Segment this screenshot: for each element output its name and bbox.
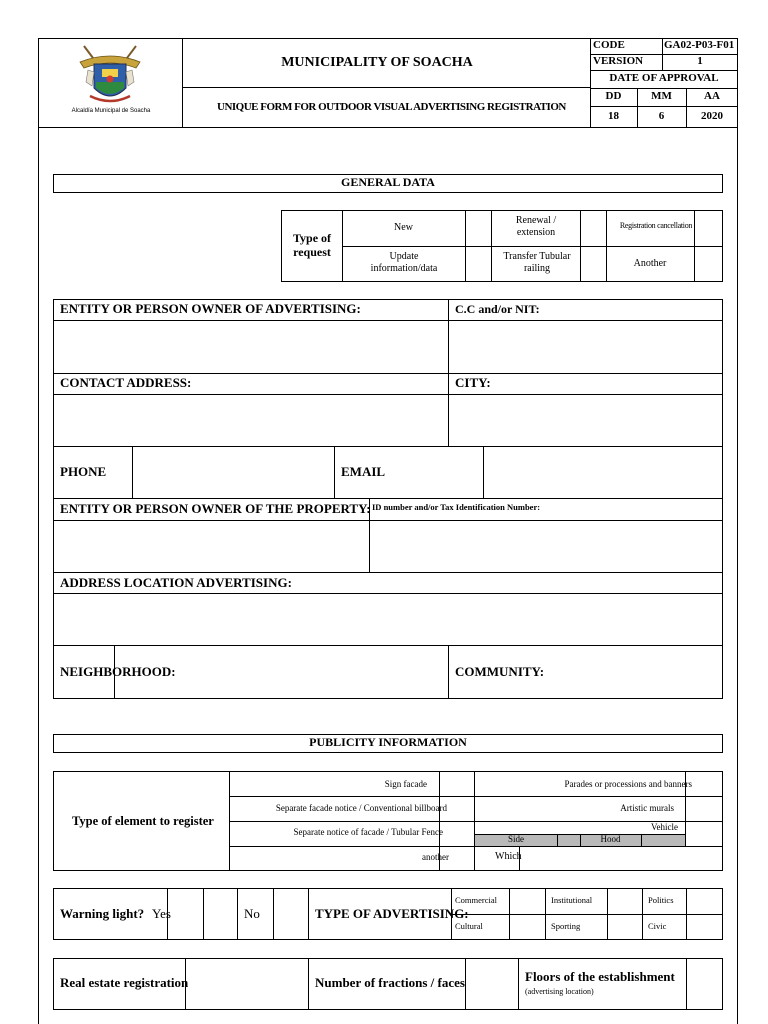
option-sporting: Sporting bbox=[551, 921, 581, 931]
owner-property-label: ENTITY OR PERSON OWNER OF THE PROPERTY: bbox=[60, 501, 371, 516]
checkbox-murals[interactable] bbox=[686, 797, 722, 821]
dd-value: 18 bbox=[608, 110, 619, 122]
mm-value: 6 bbox=[658, 110, 665, 122]
checkbox-another[interactable] bbox=[695, 247, 722, 281]
grid-line bbox=[451, 914, 723, 915]
approval-label: DATE OF APPROVAL bbox=[609, 72, 719, 84]
form-subtitle: UNIQUE FORM FOR OUTDOOR VISUAL ADVERTISING REGISTRATION bbox=[217, 101, 566, 113]
option-politics: Politics bbox=[648, 895, 674, 905]
option-institutional: Institutional bbox=[551, 895, 593, 905]
option-separate-billboard: Separate facade notice / Conventional billboard bbox=[275, 803, 447, 813]
checkbox-update[interactable] bbox=[466, 247, 491, 281]
header-divider bbox=[182, 87, 590, 88]
floors-field[interactable] bbox=[687, 959, 722, 1009]
option-another: Another bbox=[633, 258, 667, 269]
checkbox-separate-fence[interactable] bbox=[440, 822, 474, 846]
checkbox-politics[interactable] bbox=[687, 889, 722, 914]
header-divider bbox=[182, 38, 183, 128]
yes-label: Yes bbox=[152, 906, 171, 921]
grid-line bbox=[229, 796, 723, 797]
checkbox-transfer[interactable] bbox=[581, 247, 606, 281]
grid-line bbox=[237, 888, 238, 940]
checkbox-institutional[interactable] bbox=[608, 889, 642, 914]
option-sign-facade: Sign facade bbox=[384, 779, 427, 789]
checkbox-sporting[interactable] bbox=[608, 915, 642, 939]
grid-line bbox=[491, 210, 492, 282]
city-field[interactable] bbox=[449, 395, 722, 446]
checkbox-new[interactable] bbox=[466, 211, 491, 246]
page-border-left bbox=[38, 38, 39, 1024]
option-parades: Parades or processions and banners bbox=[564, 779, 692, 789]
email-label: EMAIL bbox=[341, 464, 386, 479]
option-side: Side bbox=[507, 834, 524, 844]
checkbox-sign-facade[interactable] bbox=[440, 772, 474, 796]
community-field[interactable] bbox=[552, 646, 722, 698]
grid-line bbox=[342, 210, 343, 282]
type-advertising-label: TYPE OF ADVERTISING: bbox=[315, 906, 469, 921]
type-of-request-label: Type of request bbox=[292, 231, 332, 259]
id-number-field[interactable] bbox=[370, 521, 722, 572]
version-value: 1 bbox=[697, 55, 703, 67]
dd-label: DD bbox=[605, 90, 622, 102]
neighborhood-label: NEIGHBORHOOD: bbox=[60, 664, 176, 679]
option-murals: Artistic murals bbox=[620, 803, 674, 813]
owner-property-field[interactable] bbox=[54, 521, 369, 572]
fractions-field[interactable] bbox=[466, 959, 518, 1009]
grid-line bbox=[342, 246, 723, 247]
real-estate-label: Real estate registration bbox=[60, 975, 189, 990]
floors-note: (advertising location) bbox=[525, 987, 594, 996]
floors-label: Floors of the establishment bbox=[525, 969, 675, 984]
checkbox-cultural[interactable] bbox=[510, 915, 545, 939]
code-label: CODE bbox=[593, 39, 625, 51]
option-renewal: Renewal / extension bbox=[515, 215, 557, 238]
address-location-label: ADDRESS LOCATION ADVERTISING: bbox=[60, 575, 292, 590]
grid-line bbox=[53, 572, 723, 573]
which-field[interactable] bbox=[520, 847, 722, 870]
option-transfer: Transfer Tubular railing bbox=[503, 251, 571, 274]
city-label: CITY: bbox=[455, 375, 491, 390]
real-estate-field[interactable] bbox=[186, 959, 308, 1009]
aa-label: AA bbox=[704, 90, 720, 102]
email-field[interactable] bbox=[484, 447, 722, 498]
checkbox-another[interactable] bbox=[440, 847, 474, 870]
grid-line bbox=[518, 958, 519, 1010]
no-label: No bbox=[244, 906, 260, 921]
checkbox-cancellation[interactable] bbox=[695, 211, 722, 246]
checkbox-vehicle[interactable] bbox=[686, 822, 722, 846]
checkbox-renewal[interactable] bbox=[581, 211, 606, 246]
fractions-label: Number of fractions / faces bbox=[315, 975, 465, 990]
option-another: another bbox=[422, 852, 449, 862]
checkbox-commercial[interactable] bbox=[510, 889, 545, 914]
version-label: VERSION bbox=[593, 55, 644, 67]
option-cancellation: Registration cancellation bbox=[619, 221, 693, 230]
cc-nit-label: C.C and/or NIT: bbox=[455, 302, 540, 316]
phone-label: PHONE bbox=[60, 464, 107, 479]
option-cultural: Cultural bbox=[455, 921, 483, 931]
municipal-logo bbox=[70, 42, 150, 108]
mm-label: MM bbox=[651, 90, 672, 102]
option-new: New bbox=[394, 222, 413, 233]
grid-line bbox=[641, 834, 642, 846]
logo-caption: Alcaldía Municipal de Soacha bbox=[71, 108, 151, 114]
option-civic: Civic bbox=[648, 921, 667, 931]
type-element-label: Type of element to register bbox=[72, 814, 214, 828]
grid-line bbox=[53, 498, 723, 499]
warning-light-label: Warning light? bbox=[60, 906, 145, 921]
checkbox-no[interactable] bbox=[274, 889, 308, 939]
which-label: Which bbox=[495, 851, 522, 862]
grid-line bbox=[53, 373, 723, 374]
owner-advertising-field[interactable] bbox=[54, 321, 448, 373]
checkbox-yes[interactable] bbox=[204, 889, 237, 939]
header-divider bbox=[590, 70, 738, 71]
header-divider bbox=[590, 88, 738, 89]
grid-line bbox=[308, 888, 309, 940]
option-update: Update information/data bbox=[370, 251, 438, 274]
grid-line bbox=[448, 645, 449, 699]
grid-line bbox=[308, 958, 309, 1010]
header-divider bbox=[590, 106, 738, 107]
contact-address-label: CONTACT ADDRESS: bbox=[60, 375, 192, 390]
address-location-field[interactable] bbox=[54, 594, 722, 645]
phone-field[interactable] bbox=[133, 447, 334, 498]
option-vehicle: Vehicle bbox=[651, 822, 678, 832]
checkbox-separate-billboard[interactable] bbox=[440, 797, 474, 821]
checkbox-parades[interactable] bbox=[686, 772, 722, 796]
aa-value: 2020 bbox=[701, 110, 723, 122]
community-label: COMMUNITY: bbox=[455, 664, 545, 679]
general-data-heading: GENERAL DATA bbox=[341, 175, 435, 189]
owner-advertising-label: ENTITY OR PERSON OWNER OF ADVERTISING: bbox=[60, 301, 361, 316]
cc-nit-field[interactable] bbox=[449, 321, 722, 373]
page-title: MUNICIPALITY OF SOACHA bbox=[281, 55, 473, 70]
publicity-heading: PUBLICITY INFORMATION bbox=[309, 735, 467, 749]
neighborhood-field[interactable] bbox=[190, 646, 448, 698]
grid-line bbox=[334, 446, 335, 498]
option-hood: Hood bbox=[600, 834, 621, 844]
code-value: GA02-P03-F01 bbox=[664, 39, 735, 51]
option-separate-fence: Separate notice of facade / Tubular Fence bbox=[293, 827, 443, 837]
id-number-label: ID number and/or Tax Identification Number: bbox=[372, 502, 541, 512]
contact-address-field[interactable] bbox=[54, 395, 448, 446]
option-commercial: Commercial bbox=[455, 895, 498, 905]
page-border-right bbox=[737, 38, 738, 1024]
checkbox-civic[interactable] bbox=[687, 915, 722, 939]
grid-line bbox=[557, 834, 558, 846]
